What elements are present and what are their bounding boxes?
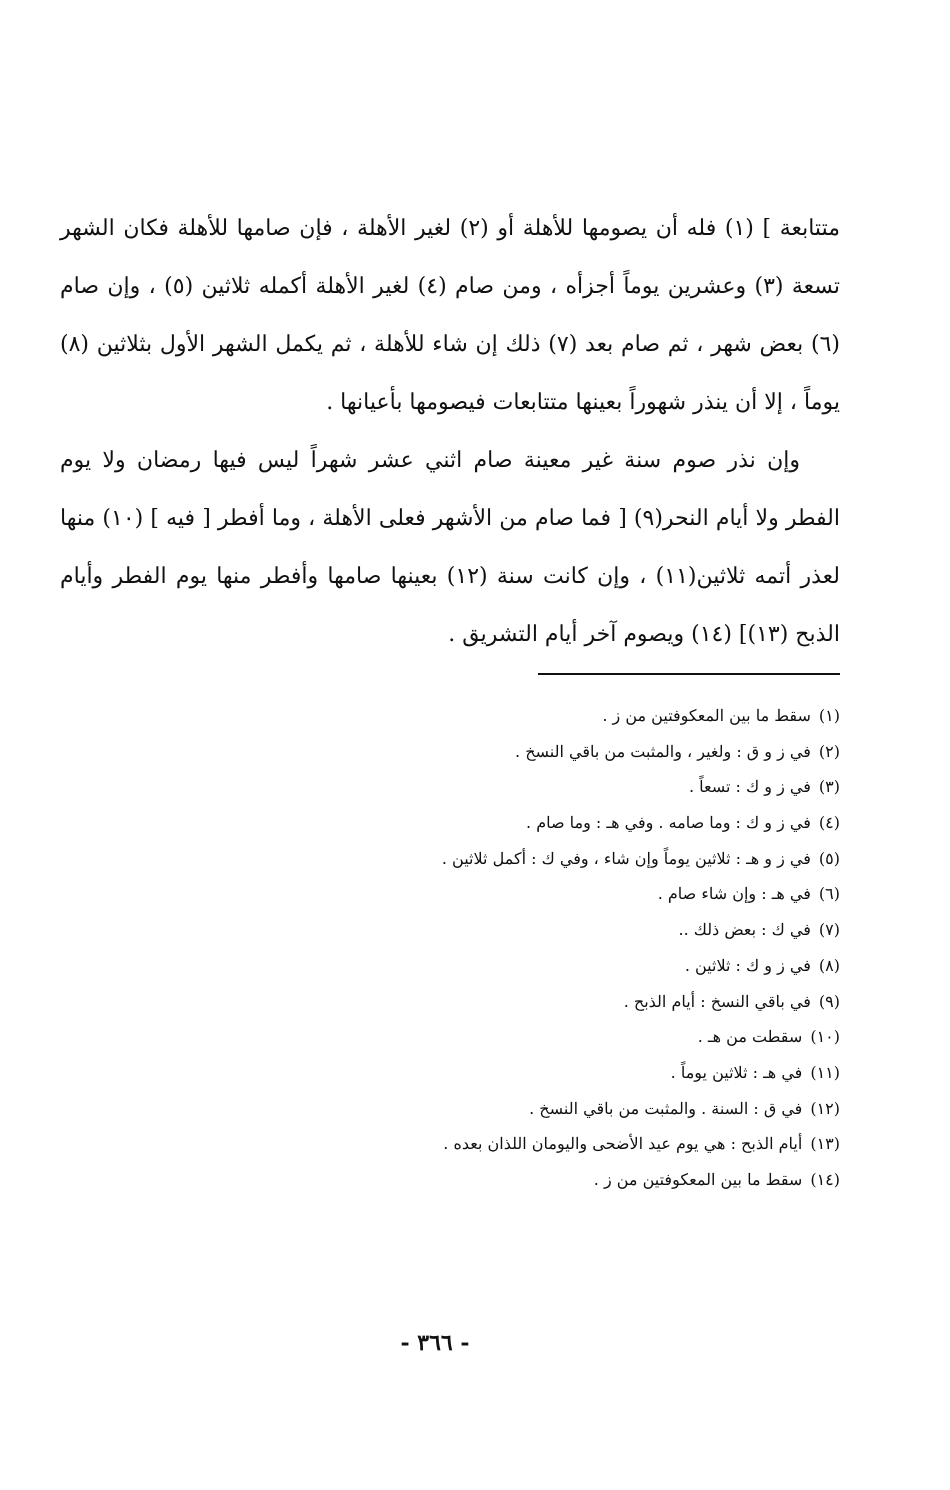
footnote-text: في ز و ك : ثلاثين . bbox=[684, 955, 811, 975]
footnote-text: في ز و ق : ولغير ، والمثبت من باقي النسخ . bbox=[515, 741, 811, 761]
footnote-number: (٢) bbox=[818, 741, 840, 761]
footnote-text: في ز و ك : تسعاً . bbox=[688, 777, 811, 797]
footnote-number: (٥) bbox=[818, 848, 840, 868]
footnote-item bbox=[200, 698, 840, 734]
footnote-text: في ز و هـ : ثلاثين يوماً وإن شاء ، وفي ك : أكمل ثلاثين . bbox=[441, 848, 811, 868]
footnotes-list bbox=[200, 698, 840, 1198]
footnote-text: في هـ : ثلاثين يوماً . bbox=[670, 1062, 803, 1082]
footnote-item bbox=[200, 1126, 840, 1162]
footnote-text: في باقي النسخ : أيام الذبح . bbox=[623, 991, 811, 1011]
footnote-item bbox=[200, 912, 840, 948]
footnote-number: (٨) bbox=[818, 955, 840, 975]
footnote-item bbox=[200, 876, 840, 912]
footnote-separator bbox=[538, 673, 840, 675]
footnote-number: (٦) bbox=[818, 884, 840, 904]
main-text bbox=[60, 200, 840, 664]
footnote-item bbox=[200, 805, 840, 841]
footnote-item bbox=[200, 734, 840, 770]
footnote-item bbox=[200, 769, 840, 805]
footnote-item bbox=[200, 841, 840, 877]
footnote-item bbox=[200, 1055, 840, 1091]
footnote-text: في ق : السنة . والمثبت من باقي النسخ . bbox=[529, 1098, 803, 1118]
footnote-number: (١١) bbox=[810, 1062, 840, 1082]
footnote-text: في هـ : وإن شاء صام . bbox=[657, 884, 811, 904]
footnote-number: (٤) bbox=[818, 813, 840, 833]
footnote-number: (١٢) bbox=[810, 1098, 840, 1118]
footnote-text: سقط ما بين المعكوفتين من ز . bbox=[593, 1169, 803, 1189]
footnote-number: (٩) bbox=[818, 991, 840, 1011]
footnote-number: (١٣) bbox=[810, 1134, 840, 1154]
main-paragraph-2: وإن نذر صوم سنة غير معينة صام اثني عشر شهراً ليس فيها رمضان ولا يوم الفطر ولا أيام النحر(٩) [ فما صام من الأشهر فعلى الأهلة ، وما أفطر [ فيه ] (١٠) منها لعذر أتمه ثلاثين(١١) ، وإن كانت سنة (١٢) بعينها صامها وأفطر منها يوم الفطر وأيام الذبح (١٣)] (١٤) ويصوم آخر أيام التشريق . bbox=[60, 448, 841, 647]
footnote-number: (١٠) bbox=[810, 1027, 840, 1047]
footnote-item bbox=[200, 948, 840, 984]
footnote-item bbox=[200, 1091, 840, 1127]
footnote-number: (١) bbox=[818, 706, 840, 725]
page-number: - ٣٦٦ - bbox=[400, 1330, 470, 1356]
footnote-item bbox=[200, 1162, 840, 1198]
footnote-number: (٧) bbox=[818, 920, 840, 940]
footnote-text: أيام الذبح : هي يوم عيد الأضحى واليومان اللذان بعده . bbox=[443, 1134, 803, 1154]
footnote-item bbox=[200, 984, 840, 1020]
footnote-item bbox=[200, 1019, 840, 1055]
footnote-text: في ز و ك : وما صامه . وفي هـ : وما صام . bbox=[526, 813, 811, 833]
footnote-text: سقط ما بين المعكوفتين من ز . bbox=[602, 706, 811, 725]
main-paragraph-1: متتابعة ] (١) فله أن يصومها للأهلة أو (٢) لغير الأهلة ، فإن صامها للأهلة فكان الشهر تسعة (٣) وعشرين يوماً أجزأه ، ومن صام (٤) لغير الأهلة أكمله ثلاثين (٥) ، وإن صام (٦) بعض شهر ، ثم صام بعد (٧) ذلك إن شاء للأهلة ، ثم يكمل الشهر الأول بثلاثين (٨) يوماً ، إلا أن ينذر شهوراً بعينها متتابعات فيصومها بأعيانها . bbox=[60, 216, 841, 415]
footnote-text: سقطت من هـ . bbox=[697, 1027, 803, 1047]
footnote-text: في ك : بعض ذلك .. bbox=[678, 920, 811, 940]
footnote-number: (١٤) bbox=[810, 1169, 840, 1189]
footnote-number: (٣) bbox=[818, 777, 840, 797]
